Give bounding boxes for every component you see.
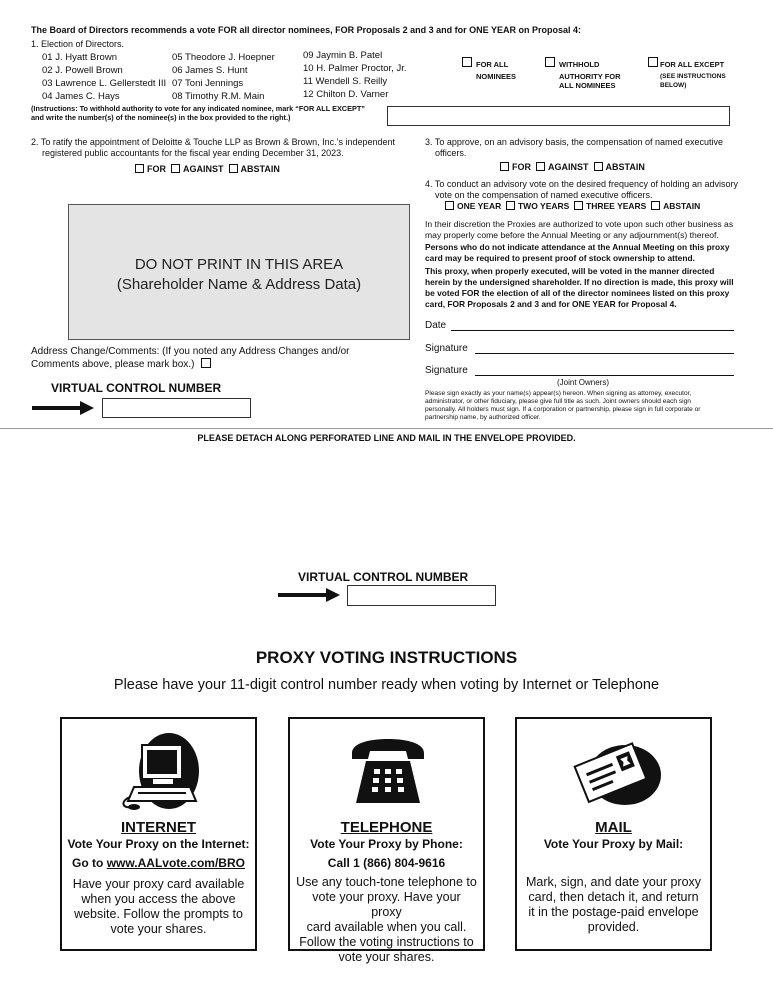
vcn-label-2: VIRTUAL CONTROL NUMBER <box>298 570 469 584</box>
proposal2-for-checkbox[interactable] <box>135 164 144 173</box>
address-change-checkbox[interactable] <box>201 358 211 368</box>
proposal2-against-checkbox[interactable] <box>171 164 180 173</box>
nominees-column-1 <box>42 51 166 103</box>
address-area-heading: DO NOT PRINT IN THIS AREA <box>134 256 344 273</box>
for-all-except-checkbox[interactable] <box>648 57 658 67</box>
for-all-label: FOR ALL NOMINEES <box>476 60 517 81</box>
mail-voting-box <box>515 717 712 951</box>
telephone-number: Call 1 (866) 804-9616 <box>327 856 446 870</box>
board-recommendation: The Board of Directors recommends a vote FOR all director nominees, FOR Proposals 2 and 3 and for ONE YEAR on Proposal 4: <box>31 25 581 35</box>
internet-description: Have your proxy card available when you access the above website. Follow the prompts to vote your shares. <box>72 877 245 936</box>
proposal4-text: 4. To conduct an advisory vote on the desired frequency of holding an advisory vote on the compensation of named executive officers. <box>425 179 739 200</box>
nominees-column-3 <box>303 49 406 101</box>
attendance-text: Persons who do not indicate attendance at the Annual Meeting on this proxy card may be required to present proof of stock ownership to attend. <box>425 242 730 263</box>
nominee: 05 Theodore J. Hoepner <box>172 52 275 63</box>
signature-line[interactable] <box>475 353 734 354</box>
proposal3-options: FOR AGAINST ABSTAIN <box>500 162 645 173</box>
nominee-exception-input[interactable] <box>387 106 730 126</box>
telephone-description: Use any touch-tone telephone to vote your proxy. Have your proxy card available when you call. Follow the voting instructions to vote your shares. <box>296 875 477 964</box>
nominee: 02 J. Powell Brown <box>42 65 123 76</box>
signing-note: Please sign exactly as your name(s) appear(s) hereon. When signing as attorney, executor, administrator, or other fiduciary, please give full title as such. Joint owners should each sign personally. All holders must sign. If a corporation or partnership, please sign in full corporate or partnership name, by authorized officer. <box>425 390 701 421</box>
proposal1-instructions: (Instructions: To withhold authority to vote for any indicated nominee, mark “FOR ALL EXCEPT” and write the number(s) of the nominee(s) in the box provided to the right.) <box>31 104 365 122</box>
nominee: 07 Toni Jennings <box>172 78 244 89</box>
nominees-column-2 <box>172 51 275 103</box>
shareholder-address-area <box>68 204 410 340</box>
proposal2-abstain-checkbox[interactable] <box>229 164 238 173</box>
vcn-input[interactable] <box>102 398 251 418</box>
for-all-checkbox[interactable] <box>462 57 472 67</box>
proposal3-text: 3. To approve, on an advisory basis, the compensation of named executive officers. <box>425 137 724 158</box>
proposal3-against-checkbox[interactable] <box>536 162 545 171</box>
joint-owners-label: (Joint Owners) <box>557 378 610 387</box>
mail-subtitle: Vote Your Proxy by Mail: <box>543 837 684 851</box>
proposal4-one-year-checkbox[interactable] <box>445 201 454 210</box>
nominee: 06 James S. Hunt <box>172 65 248 76</box>
nominee: 01 J. Hyatt Brown <box>42 52 117 63</box>
vcn-label: VIRTUAL CONTROL NUMBER <box>51 381 222 395</box>
withhold-checkbox[interactable] <box>545 57 555 67</box>
proposal4-abstain-checkbox[interactable] <box>651 201 660 210</box>
executed-text: This proxy, when properly executed, will be voted in the manner directed herein by the undersigned shareholder. If no direction is made, this proxy will be voted FOR the election of all of the director nominees listed on this proxy card, FOR Proposals 2 and 3 and for ONE YEAR for Proposal 4. <box>425 266 734 309</box>
telephone-icon <box>290 731 487 811</box>
discretion-text: In their discretion the Proxies are authorized to vote upon such other business as may properly come before the Annual Meeting or any adjournment(s) thereof. <box>425 219 734 240</box>
proposal2-options: FOR AGAINST ABSTAIN <box>135 164 280 175</box>
detach-instruction: PLEASE DETACH ALONG PERFORATED LINE AND MAIL IN THE ENVELOPE PROVIDED. <box>197 433 576 443</box>
computer-icon <box>62 731 259 811</box>
arrow-right-icon <box>278 588 340 602</box>
for-all-except-label: FOR ALL EXCEPT (SEE INSTRUCTIONS BELOW) <box>660 60 726 89</box>
internet-url-link[interactable]: www.AALvote.com/BRO <box>106 856 245 870</box>
date-line[interactable] <box>451 330 734 331</box>
withhold-label: WITHHOLD AUTHORITY FOR ALL NOMINEES <box>559 60 621 90</box>
instructions-title: PROXY VOTING INSTRUCTIONS <box>255 648 518 667</box>
nominee: 11 Wendell S. Reilly <box>303 76 388 87</box>
instructions-subtitle: Please have your 11-digit control number ready when voting by Internet or Telephone <box>113 677 660 693</box>
proposal4-three-years-checkbox[interactable] <box>574 201 583 210</box>
signature-label: Signature <box>425 343 468 354</box>
nominee: 12 Chilton D. Varner <box>303 89 389 100</box>
telephone-subtitle: Vote Your Proxy by Phone: <box>310 837 463 851</box>
nominee: 03 Lawrence L. Gellerstedt III <box>42 78 167 89</box>
nominee: 10 H. Palmer Proctor, Jr. <box>303 63 407 74</box>
proposal2-text: 2. To ratify the appointment of Deloitte & Touche LLP as Brown & Brown, Inc.’s independent registered public accountants for the fiscal year ending December 31, 2023. <box>31 137 396 158</box>
proposal4-options: ONE YEAR TWO YEARS THREE YEARS ABSTAIN <box>445 201 700 212</box>
vcn-input-2[interactable] <box>347 585 496 606</box>
internet-title: INTERNET <box>121 819 196 836</box>
proposal1-label: 1. Election of Directors. <box>31 39 125 49</box>
internet-voting-box <box>60 717 257 951</box>
telephone-title: TELEPHONE <box>340 819 433 836</box>
mail-envelope-icon <box>517 731 714 811</box>
internet-goto: Go to www.AALvote.com/BRO <box>72 856 245 870</box>
mail-title: MAIL <box>595 819 632 836</box>
nominee: 09 Jaymin B. Patel <box>303 50 383 61</box>
proposal3-abstain-checkbox[interactable] <box>594 162 603 171</box>
joint-signature-line[interactable] <box>475 375 734 376</box>
proposal3-for-checkbox[interactable] <box>500 162 509 171</box>
mail-description: Mark, sign, and date your proxy card, then detach it, and return it in the postage-paid envelope provided. <box>525 875 702 934</box>
nominee: 04 James C. Hays <box>42 91 120 102</box>
telephone-voting-box <box>288 717 485 964</box>
address-area-subheading: (Shareholder Name & Address Data) <box>116 276 362 293</box>
nominee: 08 Timothy R.M. Main <box>172 91 265 102</box>
address-change-text: Address Change/Comments: (If you noted any Address Changes and/or Comments above, please mark box.) <box>31 346 350 370</box>
proposal4-two-years-checkbox[interactable] <box>506 201 515 210</box>
internet-subtitle: Vote Your Proxy on the Internet: <box>67 837 250 851</box>
arrow-right-icon <box>32 401 94 415</box>
signature-label-2: Signature <box>425 365 468 376</box>
date-label: Date <box>425 320 447 331</box>
perforated-line <box>0 428 773 429</box>
